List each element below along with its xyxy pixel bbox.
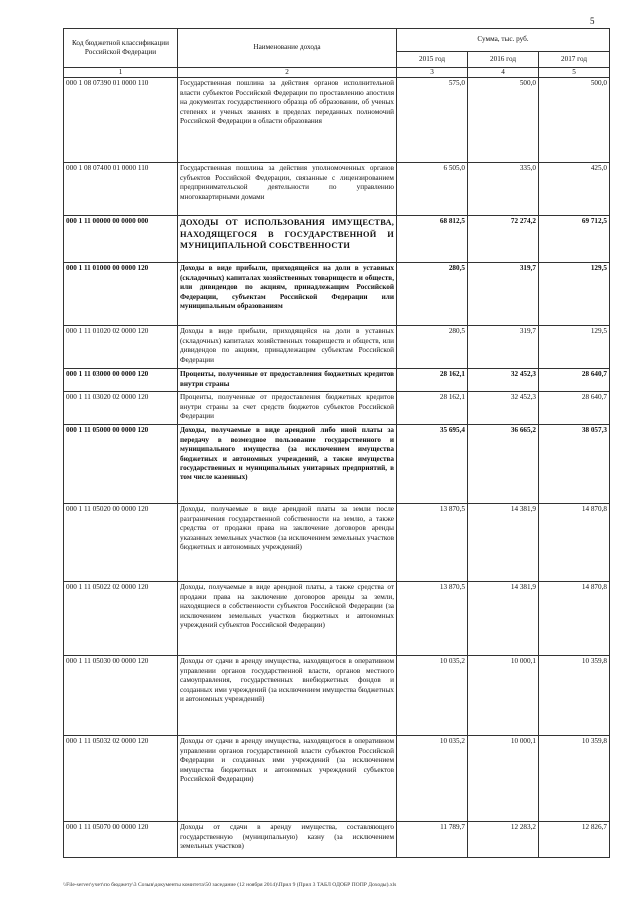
row-value-2017: 500,0 bbox=[539, 78, 610, 163]
row-value-2016: 500,0 bbox=[468, 78, 539, 163]
row-value-2016: 12 283,2 bbox=[468, 822, 539, 858]
header-sum: Сумма, тыс. руб. bbox=[397, 29, 610, 52]
row-value-2017: 28 640,7 bbox=[539, 392, 610, 425]
table-row bbox=[64, 425, 610, 504]
row-name: Доходы от сдачи в аренду имущества, находящегося в оперативном управлении органов государственной власти, органов местного самоуправления, государственных внебюджетных фондов и созданных ими учреждений (за исключением имущества бюджетных и автономных учреждений) bbox=[178, 656, 397, 736]
table-row bbox=[64, 392, 610, 425]
table-row bbox=[64, 216, 610, 263]
row-value-2016: 14 381,9 bbox=[468, 582, 539, 656]
row-name: Проценты, полученные от предоставления бюджетных кредитов внутри страны за счет средств бюджетов субъектов Российской Федерации bbox=[178, 392, 397, 425]
row-value-2015: 10 035,2 bbox=[397, 736, 468, 822]
row-value-2015: 28 162,1 bbox=[397, 369, 468, 392]
row-code: 000 1 11 05000 00 0000 120 bbox=[64, 425, 178, 504]
row-value-2017: 425,0 bbox=[539, 163, 610, 216]
table-row bbox=[64, 78, 610, 163]
revenue-table bbox=[63, 28, 610, 858]
column-number: 4 bbox=[468, 68, 539, 78]
row-code: 000 1 11 05030 00 0000 120 bbox=[64, 656, 178, 736]
row-code: 000 1 08 07390 01 0000 110 bbox=[64, 78, 178, 163]
header-year-2017: 2017 год bbox=[539, 52, 610, 68]
row-value-2016: 32 452,3 bbox=[468, 392, 539, 425]
row-value-2016: 10 000,1 bbox=[468, 656, 539, 736]
row-value-2017: 129,5 bbox=[539, 326, 610, 369]
row-value-2015: 28 162,1 bbox=[397, 392, 468, 425]
header-name: Наименование дохода bbox=[178, 29, 397, 68]
header-year-2015: 2015 год bbox=[397, 52, 468, 68]
column-number: 3 bbox=[397, 68, 468, 78]
column-number: 1 bbox=[64, 68, 178, 78]
row-value-2015: 11 789,7 bbox=[397, 822, 468, 858]
row-name: Доходы, получаемые в виде арендной платы, а также средства от продажи права на заключение договоров аренды за земли, находящиеся в собственности субъектов Российской Федерации (за исключением земельных участков бюджетных и автономных учреждений субъектов Российской Федерации) bbox=[178, 582, 397, 656]
row-value-2015: 10 035,2 bbox=[397, 656, 468, 736]
row-code: 000 1 11 05032 02 0000 120 bbox=[64, 736, 178, 822]
row-value-2015: 68 812,5 bbox=[397, 216, 468, 263]
table-row bbox=[64, 656, 610, 736]
row-name: Доходы от сдачи в аренду имущества, составляющего государственную (муниципальную) казну (за исключением земельных участков) bbox=[178, 822, 397, 858]
row-value-2015: 575,0 bbox=[397, 78, 468, 163]
row-value-2016: 14 381,9 bbox=[468, 504, 539, 582]
page-number: 5 bbox=[590, 16, 595, 26]
row-value-2015: 13 870,5 bbox=[397, 582, 468, 656]
row-name: Государственная пошлина за действия органов исполнительной власти субъектов Российской Федерации по проставлению апостиля на документах государственного образца об образовании, об ученых степенях и ученых званиях в пределах переданных полномочий Российской Федерации в области образования bbox=[178, 78, 397, 163]
row-code: 000 1 11 00000 00 0000 000 bbox=[64, 216, 178, 263]
header-year-2016: 2016 год bbox=[468, 52, 539, 68]
row-value-2015: 6 505,0 bbox=[397, 163, 468, 216]
row-value-2016: 319,7 bbox=[468, 263, 539, 326]
row-value-2017: 69 712,5 bbox=[539, 216, 610, 263]
row-name: Проценты, полученные от предоставления бюджетных кредитов внутри страны bbox=[178, 369, 397, 392]
row-value-2016: 335,0 bbox=[468, 163, 539, 216]
row-value-2017: 28 640,7 bbox=[539, 369, 610, 392]
row-name: Доходы в виде прибыли, приходящейся на доли в уставных (складочных) капиталах хозяйственных товариществ и обществ, или дивидендов по акциям, принадлежащим субъектам Российской Федерации bbox=[178, 326, 397, 369]
row-name: Государственная пошлина за действия уполномоченных органов субъектов Российской Федерации, связанные с лицензированием предпринимательской деятельности по управлению многоквартирными домами bbox=[178, 163, 397, 216]
row-code: 000 1 11 03000 00 0000 120 bbox=[64, 369, 178, 392]
row-code: 000 1 11 05020 00 0000 120 bbox=[64, 504, 178, 582]
table-row bbox=[64, 326, 610, 369]
table-row bbox=[64, 736, 610, 822]
row-value-2015: 280,5 bbox=[397, 326, 468, 369]
row-code: 000 1 11 03020 02 0000 120 bbox=[64, 392, 178, 425]
table-row bbox=[64, 822, 610, 858]
table-row bbox=[64, 582, 610, 656]
row-value-2017: 129,5 bbox=[539, 263, 610, 326]
table-row bbox=[64, 504, 610, 582]
table-row bbox=[64, 163, 610, 216]
row-code: 000 1 11 05022 02 0000 120 bbox=[64, 582, 178, 656]
row-code: 000 1 11 01020 02 0000 120 bbox=[64, 326, 178, 369]
row-name: Доходы в виде прибыли, приходящейся на доли в уставных (складочных) капиталах хозяйственных товариществ и обществ, или дивидендов по акциям, принадлежащим Российской Федерации, субъектам Российской Федерации или муниципальным образованиям bbox=[178, 263, 397, 326]
row-value-2017: 14 870,8 bbox=[539, 504, 610, 582]
table-row bbox=[64, 263, 610, 326]
column-number: 5 bbox=[539, 68, 610, 78]
row-value-2017: 10 359,8 bbox=[539, 736, 610, 822]
row-value-2016: 36 665,2 bbox=[468, 425, 539, 504]
row-name: Доходы, получаемые в виде арендной либо иной платы за передачу в возмездное пользование государственного и муниципального имущества (за исключением имущества бюджетных и автономных учреждений, а также имущества государственных и муниципальных унитарных предприятий, в том числе казенных) bbox=[178, 425, 397, 504]
row-value-2016: 72 274,2 bbox=[468, 216, 539, 263]
row-value-2015: 280,5 bbox=[397, 263, 468, 326]
row-value-2017: 12 826,7 bbox=[539, 822, 610, 858]
row-value-2015: 35 695,4 bbox=[397, 425, 468, 504]
table-row bbox=[64, 369, 610, 392]
header-code: Код бюджетной классификации Российской Федерации bbox=[64, 29, 178, 68]
row-value-2016: 319,7 bbox=[468, 326, 539, 369]
file-path-footer: \\File-server\учет\по бюджету\3 Созыв\документы комитета\50 заседание (12 ноября 2014)\Прил 9 (Прил 3 ТАБЛ ОДОБР ПОПР Доходы).xls bbox=[63, 882, 397, 888]
row-code: 000 1 11 05070 00 0000 120 bbox=[64, 822, 178, 858]
row-value-2016: 32 452,3 bbox=[468, 369, 539, 392]
row-value-2017: 14 870,8 bbox=[539, 582, 610, 656]
column-number: 2 bbox=[178, 68, 397, 78]
row-value-2017: 10 359,8 bbox=[539, 656, 610, 736]
row-name: Доходы, получаемые в виде арендной платы за земли после разграничения государственной собственности на землю, а также средства от продажи права на заключение договоров аренды указанных земельных участков (за исключением земельных участков бюджетных и автономных учреждений) bbox=[178, 504, 397, 582]
row-value-2016: 10 000,1 bbox=[468, 736, 539, 822]
row-value-2015: 13 870,5 bbox=[397, 504, 468, 582]
row-code: 000 1 08 07400 01 0000 110 bbox=[64, 163, 178, 216]
row-code: 000 1 11 01000 00 0000 120 bbox=[64, 263, 178, 326]
row-name: Доходы от сдачи в аренду имущества, находящегося в оперативном управлении органов государственной власти субъектов Российской Федерации и созданных ими учреждений (за исключением имущества бюджетных и автономных учреждений субъектов Российской Федерации) bbox=[178, 736, 397, 822]
row-name: ДОХОДЫ ОТ ИСПОЛЬЗОВАНИЯ ИМУЩЕСТВА, НАХОДЯЩЕГОСЯ В ГОСУДАРСТВЕННОЙ И МУНИЦИПАЛЬНОЙ СОБСТВЕННОСТИ bbox=[178, 216, 397, 263]
row-value-2017: 38 057,3 bbox=[539, 425, 610, 504]
